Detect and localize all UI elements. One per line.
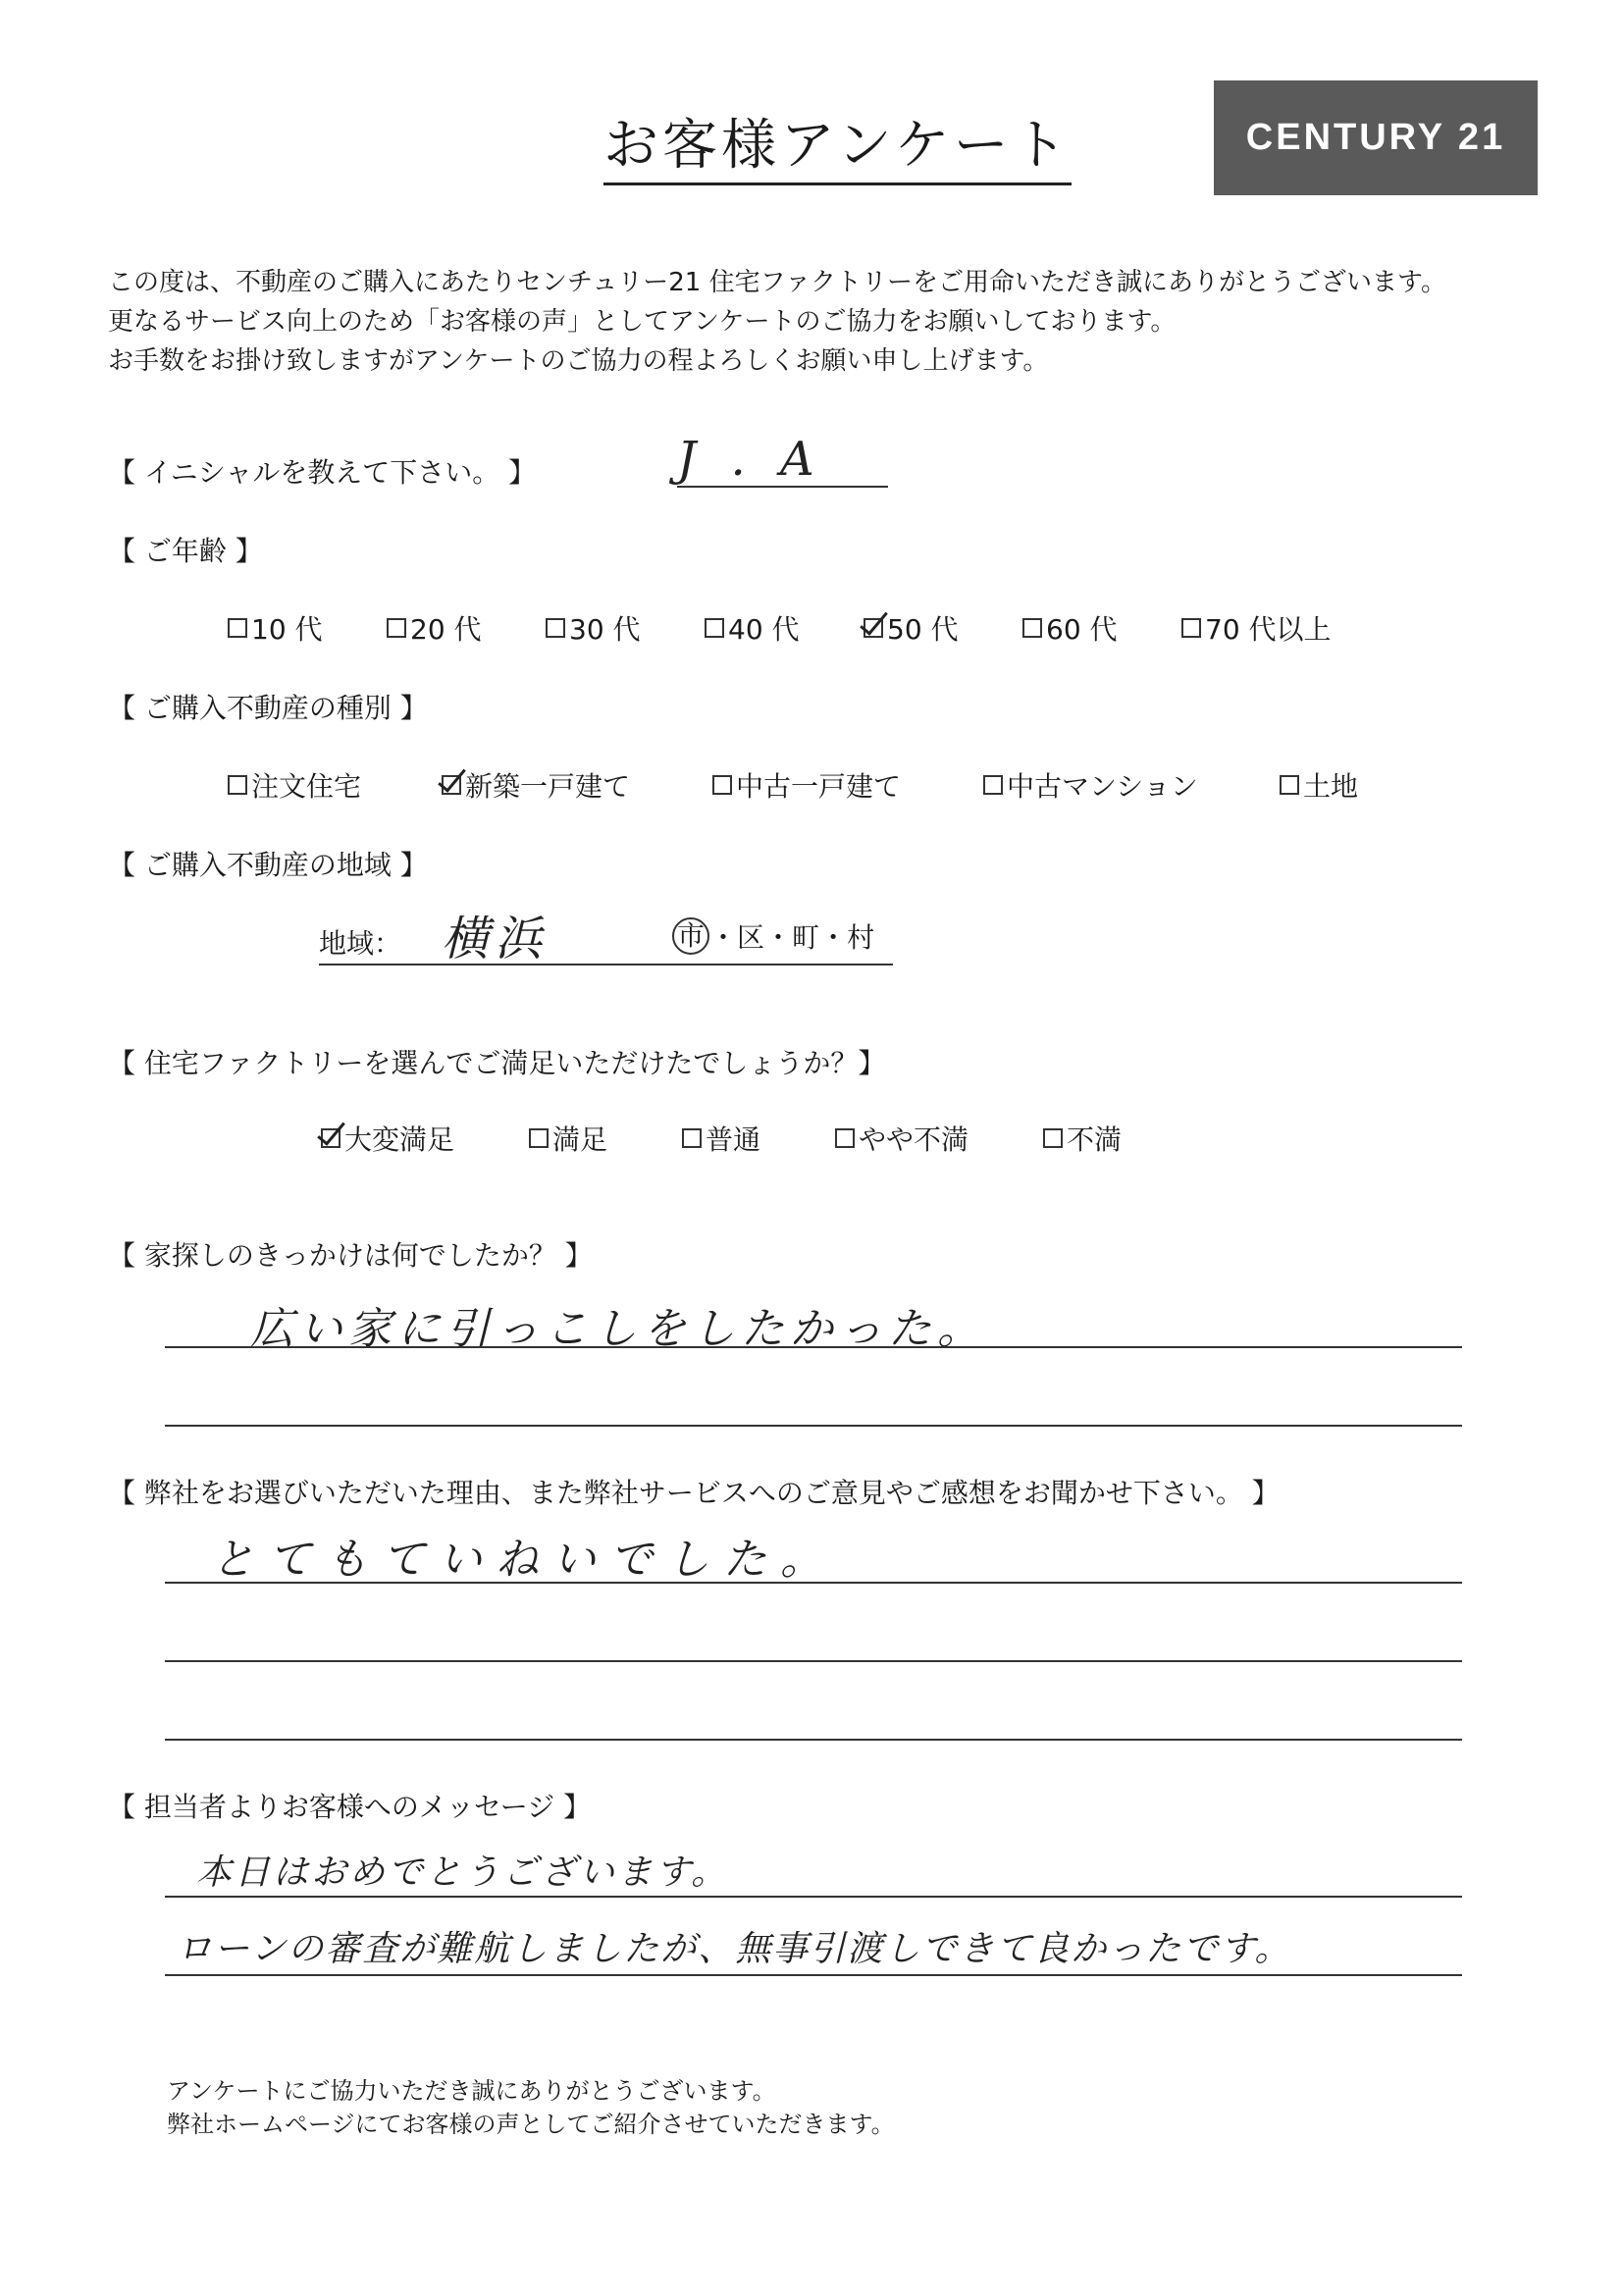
answer-line [165,1346,1462,1348]
age-question: 【 ご年齢 】 [108,535,263,567]
property-option-used-mansion[interactable]: 中古マンション [983,765,1280,805]
answer-line [165,1974,1462,1976]
property-type-options [228,765,1358,805]
region-suffix[interactable]: 村 [847,921,875,954]
checkbox[interactable] [983,775,1003,795]
region-underline [319,964,893,965]
checkbox[interactable] [546,618,565,638]
age-option-40[interactable]: 40 代 [705,608,864,648]
trigger-answer[interactable]: 広い家に引っこしをしたかった。 [250,1304,986,1354]
checkbox[interactable] [1043,1128,1063,1148]
age-option-60[interactable]: 60 代 [1022,608,1181,648]
checkbox[interactable] [387,618,406,638]
reason-question: 【 弊社をお選びいただいた理由、また弊社サービスへのご意見やご感想をお聞かせ下さい。 】 [108,1477,1280,1509]
footer-text [167,2074,895,2141]
checkbox-checked[interactable] [864,618,883,638]
property-option-custom-home[interactable]: 注文住宅 [228,765,442,805]
checkbox[interactable] [228,618,247,638]
checkbox[interactable] [682,1128,702,1148]
property-option-land[interactable]: 土地 [1280,765,1358,805]
checkbox[interactable] [705,618,724,638]
answer-line [165,1739,1462,1741]
property-option-new-house[interactable]: 新築一戸建て [442,765,712,805]
region-suffix-selected[interactable]: 市 [672,917,709,955]
satisfaction-question: 【 住宅ファクトリーを選んでご満足いただけたでしょうか？】 [108,1047,886,1079]
checkbox[interactable] [835,1128,855,1148]
property-type-question: 【 ご購入不動産の種別 】 [108,692,428,724]
checkbox[interactable] [712,775,732,795]
satisfaction-option-unsatisfied[interactable]: 不満 [1043,1119,1122,1158]
satisfaction-option-very[interactable]: 大変満足 [321,1119,529,1158]
age-option-70plus[interactable]: 70 代以上 [1181,608,1332,648]
satisfaction-options [321,1119,1122,1158]
region-label: 地域： [319,927,402,960]
checkbox-checked[interactable] [442,775,461,795]
trigger-question: 【 家探しのきっかけは何でしたか？ 】 [108,1239,593,1272]
footer-line: アンケートにご協力いただき誠にありがとうございます。 [167,2077,776,2105]
message-question: 【 担当者よりお客様へのメッセージ 】 [108,1791,592,1823]
region-suffix[interactable]: 区 [737,921,765,954]
checkbox-checked[interactable] [321,1128,340,1148]
message-line-1[interactable]: 本日はおめでとうございます。 [196,1852,730,1893]
age-option-30[interactable]: 30 代 [546,608,705,648]
checkbox[interactable] [1280,775,1299,795]
intro-line: この度は、不動産のご購入にあたりセンチュリー21 住宅ファクトリーをご用命いただき誠にありがとうございます。 [108,268,1446,297]
initials-underline [677,486,888,488]
intro-text [108,263,1446,381]
page-title: お客様アンケート [603,116,1072,185]
footer-line: 弊社ホームページにてお客様の声としてご紹介させていただきます。 [167,2111,895,2138]
region-suffix[interactable]: 町 [792,921,820,954]
answer-line [165,1425,1462,1427]
age-option-10[interactable]: 10 代 [228,608,387,648]
century21-logo: CENTURY 21 [1214,80,1538,195]
answer-line [165,1660,1462,1662]
satisfaction-option-satisfied[interactable]: 満足 [529,1119,682,1158]
intro-line: 更なるサービス向上のため「お客様の声」としてアンケートのご協力をお願いしております。 [108,307,1177,337]
answer-line [165,1896,1462,1898]
satisfaction-option-normal[interactable]: 普通 [682,1119,835,1158]
region-question: 【 ご購入不動産の地域 】 [108,849,428,881]
checkbox[interactable] [529,1128,549,1148]
checkbox[interactable] [1181,618,1201,638]
message-line-2[interactable]: ローンの審査が難航しましたが、無事引渡しできて良かったです。 [177,1929,1292,1969]
region-suffixes: 市 ・ 区 ・ 町 ・ 村 [672,916,874,956]
reason-answer[interactable]: とてもていねいでした。 [211,1535,837,1585]
age-options [228,608,1332,648]
checkbox[interactable] [228,775,247,795]
age-option-50[interactable]: 50 代 [864,608,1022,648]
answer-line [165,1582,1462,1584]
initials-question: 【 イニシャルを教えて下さい。 】 [108,456,537,489]
region-answer[interactable]: 横浜 [442,912,549,966]
initials-answer[interactable]: J . A [677,432,824,487]
property-option-used-house[interactable]: 中古一戸建て [712,765,983,805]
checkbox[interactable] [1022,618,1042,638]
intro-line: お手数をお掛け致しますがアンケートのご協力の程よろしくお願い申し上げます。 [108,346,1049,376]
satisfaction-option-slightly-unsatisfied[interactable]: やや不満 [835,1119,1043,1158]
age-option-20[interactable]: 20 代 [387,608,546,648]
